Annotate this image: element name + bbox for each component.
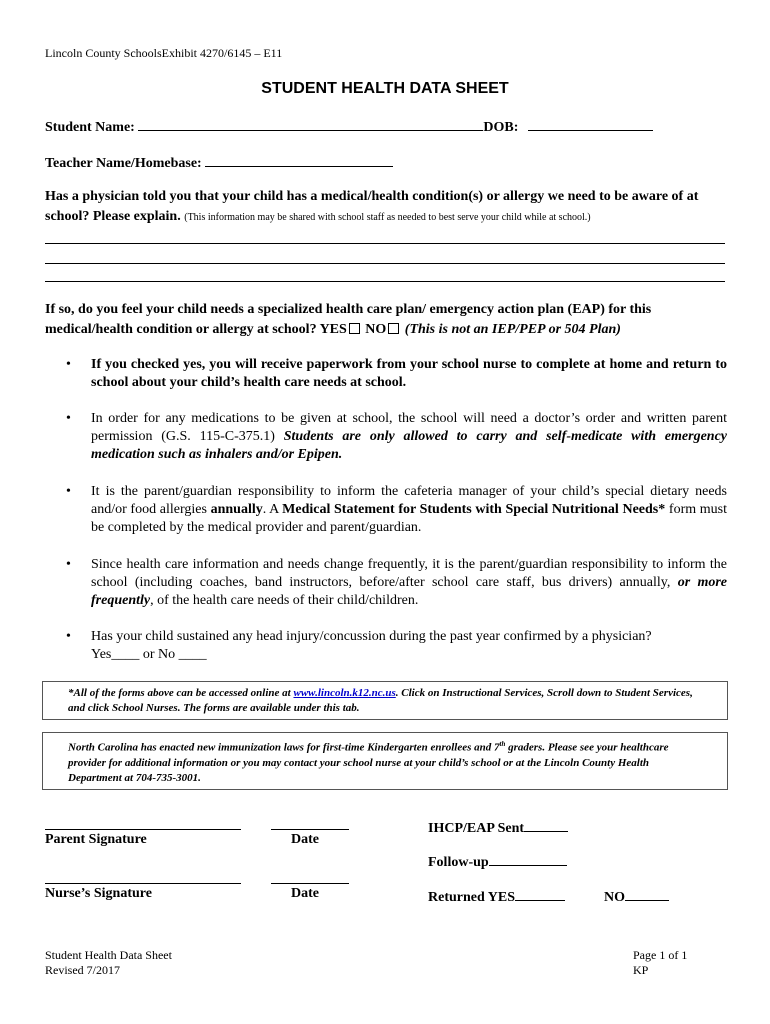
bullet-dietary-text: It is the parent/guardian responsibility to inform the cafeteria manager of your child’s special dietary needs and/or food allergies annually. A Medical Statement for Students with Special Nutritional Needs* form must be completed by the medical provider and parent/guardian. [91, 484, 728, 535]
footer-left [45, 948, 172, 978]
no-label: NO [365, 322, 387, 337]
bullet-paperwork [45, 356, 727, 392]
nurse-date-line[interactable] [271, 883, 349, 884]
footer-page-number: Page 1 of 1 [633, 948, 688, 962]
bullet-medications [45, 410, 727, 464]
care-plan-note: (This is not an IEP/PEP or 504 Plan) [404, 322, 621, 337]
parent-date-line[interactable] [271, 829, 349, 830]
bullet-dietary [45, 483, 727, 537]
teacher-row [45, 152, 393, 172]
question-physician-note: (This information may be shared with school staff as needed to best serve your child while at school.) [184, 212, 591, 223]
dob-field[interactable] [528, 116, 653, 131]
yes-label: YES [319, 322, 347, 337]
bullet-info-change [45, 556, 727, 610]
dob-label: DOB [483, 120, 514, 135]
bullet-concussion [45, 628, 727, 664]
parent-signature-line[interactable] [45, 829, 241, 830]
bullet-concussion-text: Has your child sustained any head injury/concussion during the past year confirmed by a physician? Yes____ or No ____ [91, 629, 652, 662]
student-name-field[interactable] [138, 116, 483, 131]
bullet-icon: • [66, 484, 71, 499]
nurse-signature-label: Nurse’s Signature [45, 886, 152, 901]
followup-row [428, 851, 567, 871]
explain-line-2[interactable] [45, 263, 725, 264]
nurse-date-label: Date [291, 886, 319, 901]
bullet-info-change-text: Since health care information and needs change frequently, it is the parent/guardian responsibility to inform the school (including coaches, band instructors, before/after school care staff, bus drivers) annually, or more frequently, of the health care needs of their child/children. [91, 557, 728, 608]
question-care-plan [45, 300, 730, 340]
bullet-icon: • [66, 411, 71, 426]
yes-checkbox[interactable] [349, 323, 360, 334]
bullet-icon: • [66, 557, 71, 572]
returned-yes-label: Returned YES [428, 890, 515, 905]
footer-right [633, 948, 687, 978]
question-physician [45, 187, 730, 228]
no-checkbox[interactable] [388, 323, 399, 334]
explain-line-1[interactable] [45, 243, 725, 244]
returned-row [428, 886, 565, 906]
forms-note-box: *All of the forms above can be accessed online at www.lincoln.k12.nc.us. Click on Instructional Services, Scroll down to Student Services, and click School Nurses. The forms are available under this tab. [42, 681, 728, 720]
followup-field[interactable] [489, 851, 567, 866]
ihcp-label: IHCP/EAP Sent [428, 821, 525, 836]
footer-revised: Revised 7/2017 [45, 963, 120, 977]
page-title: STUDENT HEALTH DATA SHEET [261, 80, 509, 97]
footer-initials: KP [633, 963, 649, 977]
returned-no-row [604, 886, 669, 906]
student-name-row: Student Name: DOB: [45, 116, 653, 136]
returned-no-label: NO [604, 890, 625, 905]
explain-line-3[interactable] [45, 281, 725, 282]
teacher-field[interactable] [205, 152, 393, 167]
returned-yes-field[interactable] [515, 886, 565, 901]
concussion-answer[interactable]: Yes____ or No ____ [91, 647, 207, 662]
parent-signature-label: Parent Signature [45, 832, 147, 847]
returned-no-field[interactable] [625, 886, 669, 901]
bullet-medications-text: In order for any medications to be given at school, the school will need a doctor’s order and written parent permission (G.S. 115-C-375.1) Students are only allowed to carry and self-medicate with emergency medication such as inhalers and/or Epipen. [91, 411, 728, 462]
student-name-label: Student Name [45, 120, 131, 135]
bullet-paperwork-text: If you checked yes, you will receive paperwork from your school nurse to complete at home and return to school about your child’s health care needs at school. [91, 357, 727, 390]
nurse-signature-line[interactable] [45, 883, 241, 884]
question-physician-text: Has a physician told you that your child has a medical/health condition(s) or allergy we need to be aware of at school? Please explain. [45, 189, 699, 224]
exhibit-header: Lincoln County SchoolsExhibit 4270/6145 – E11 [45, 46, 283, 60]
bullet-icon: • [66, 629, 71, 644]
ihcp-field[interactable] [524, 817, 568, 832]
bullet-icon: • [66, 357, 71, 372]
lincoln-website-link[interactable]: www.lincoln.k12.nc.us [293, 687, 396, 699]
ihcp-row [428, 817, 568, 837]
parent-date-label: Date [291, 832, 319, 847]
teacher-label: Teacher Name/Homebase: [45, 156, 202, 171]
followup-label: Follow-up [428, 855, 489, 870]
footer-doc-name: Student Health Data Sheet [45, 948, 172, 962]
immunization-note-box: North Carolina has enacted new immunization laws for first-time Kindergarten enrollees and 7th graders. Please see your healthcare provider for additional information or you may contact your school nurse at your child’s school or at the Lincoln County Health Department at 704-735-3001. [42, 732, 728, 790]
question-care-plan-text: If so, do you feel your child needs a specialized health care plan/ emergency action plan (EAP) for this medical/health condition or allergy at school? [45, 302, 652, 337]
